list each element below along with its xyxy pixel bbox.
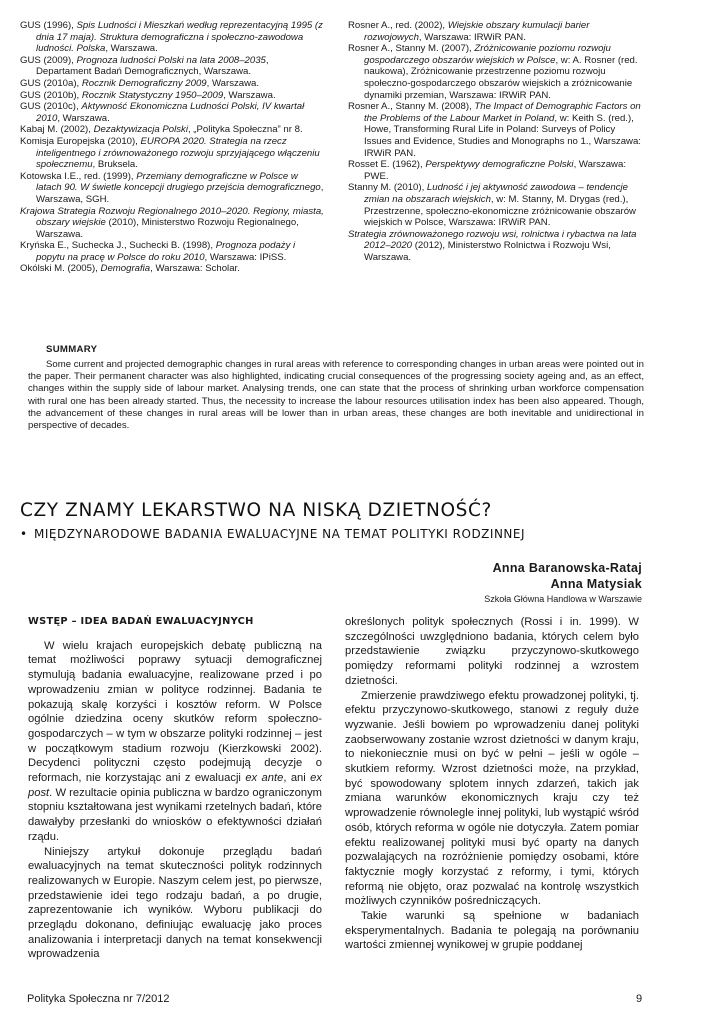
reference-entry — [348, 182, 644, 228]
paragraph-italic-text: ex ante — [245, 772, 284, 785]
reference-text: Rosner A., red. (2002), — [348, 20, 448, 31]
author-affiliation: Szkoła Główna Handlowa w Warszawie — [484, 594, 642, 604]
paragraph-text: , ani — [283, 772, 311, 785]
author-name: Anna Baranowska-Rataj — [492, 561, 642, 575]
paragraph: Takie warunki są spełnione w badaniach eksperymentalnych. Badania te polegają na porównaniu wartości zmiennej wynikowej w grupie poddanej — [345, 910, 639, 952]
reference-entry — [20, 90, 326, 102]
bullet-icon: • — [20, 527, 28, 541]
reference-title: Demografia — [100, 263, 151, 275]
reference-text: Kabaj M. (2002), — [20, 124, 94, 136]
reference-entry — [20, 20, 326, 55]
reference-text: , Warszawa. — [206, 77, 260, 89]
reference-text: , Departament Badań Demograficznych, Warszawa. — [36, 54, 269, 78]
reference-text: Rosset E. (1962), — [348, 159, 426, 171]
paragraph-italic-text: ex post — [28, 772, 322, 799]
reference-text: Stanny M. (2010), — [348, 182, 427, 194]
references-right-column — [348, 20, 644, 263]
reference-entry — [348, 101, 644, 159]
reference-title: Zróżnicowanie poziomu rozwoju gospodarczego obszarów wiejskich w Polsce — [364, 43, 611, 66]
paragraph: Zmierzenie prawdziwego efektu prowadzonej polityki, tj. efektu przyczynowo-skutkowego, stanowi z reguły duże wyzwanie. Jeśli bowiem po wprowadzeniu danej polityki zaobserwowany zostanie wzrost dzietności w danym kraju, to niekoniecznie musi on być w pełni – jeśli w ogóle – skutkiem reformy. Wzrost dzietności może, na przykład, być spowodowany splotem innych zdarzeń, takich jak zmiana warunków ekonomicznych kraju czy też wprowadzenie równolegle innej polityki, lub wystąpić wśród osób, których reforma w ogóle nie dotyczyła. Zatem pomiar efektu realizowanej polityki musi być oparty na danych pozwalających na rozróżnienie pomiędzy osobami, które faktycznie mogły korzystać z reformy, i tymi, których reformą nie objęto, oraz pozwalać na kontrolę wszystkich możliwych czynników pośredniczących. — [345, 689, 639, 908]
reference-text: , w: Keith S. (red.), Howe, Transforming Rural Life in Poland: Surveys of Policy Issues and Evidence, Studies and Monographs no 1., Warszawa: IRWiR PAN. — [364, 112, 641, 159]
article-subtitle: MIĘDZYNARODOWE BADANIA EWALUACYJNE NA TEMAT POLITYKI RODZINNEJ — [34, 527, 526, 541]
reference-text: , Warszawa: IPiSS. — [204, 251, 287, 263]
reference-title: Spis Ludności i Mieszkań według reprezentacyjną 1995 (z dnia 17 maja). Struktura demograficzna i społeczno-zawodowa ludności. Polska — [36, 20, 323, 55]
reference-text: , Warszawa: PWE. — [364, 159, 626, 182]
reference-entry — [348, 20, 644, 43]
references-left-column — [20, 20, 326, 275]
author-name: Anna Matysiak — [550, 577, 642, 591]
reference-title: Aktywność Ekonomiczna Ludności Polski, IV kwartał 2010 — [36, 101, 305, 124]
summary-body: Some current and projected demographic changes in rural areas with reference to corresponding changes in urban areas were pointed out in the paper. Their permanent character was also highlighted, indicating crucial consequences of the progressing society ageing and, as an effect, changes within the supply side of labour market. Analysing trends, one can state that the process of shrinking urban workforce compensation with rural one has been already started. Thus, the necessity to increase the labour resources utilisation index has been also appeared. Though, the advancement of these changes in rural areas will be lower than in urban areas, these changes are both inevitable and unidirectional in perspective of decades. — [28, 359, 644, 432]
reference-entry — [348, 43, 644, 101]
reference-title: Krajowa Strategia Rozwoju Regionalnego 2010–2020. Regiony, miasta, obszary wiejskie — [20, 205, 324, 229]
reference-text: GUS (1996), — [20, 20, 77, 31]
reference-text: Komisja Europejska (2010), — [20, 135, 141, 147]
author-block — [484, 560, 642, 606]
reference-title: Dezaktywizacja Polski — [93, 124, 188, 136]
reference-title: Rocznik Statystyczny 1950–2009 — [81, 89, 224, 101]
reference-text: GUS (2010c), — [20, 101, 82, 113]
reference-title: Prognoza ludności Polski na lata 2008–2035 — [76, 54, 266, 66]
reference-entry — [20, 101, 326, 124]
summary-title: SUMMARY — [46, 344, 98, 355]
reference-text: GUS (2010a), — [20, 77, 82, 89]
reference-title: EUROPA 2020. Strategia na rzecz inteligentnego i zrównoważonego rozwoju sprzyjającego włączeniu społecznemu — [36, 135, 320, 171]
reference-entry — [348, 229, 644, 264]
reference-title: Prognoza podaży i popytu na pracę w Polsce do roku 2010 — [36, 240, 296, 263]
reference-title: The Impact of Demographic Factors on the Problems of the Labour Market in Poland — [364, 101, 641, 124]
summary-section — [28, 344, 644, 432]
footer-page-number: 9 — [636, 993, 643, 1005]
footer-journal: Polityka Społeczna nr 7/2012 — [27, 993, 170, 1005]
reference-text: , „Polityka Społeczna” nr 8. — [187, 124, 303, 136]
reference-text: Okólski M. (2005), — [20, 263, 101, 275]
reference-text: , w: M. Stanny, M. Drygas (red.), Przestrzenne, społeczno-ekonomiczne zróżnicowanie obszarów wiejskich w Polsce, Warszawa: IRWiR PAN. — [364, 193, 636, 229]
reference-entry — [20, 136, 326, 171]
reference-entry — [20, 55, 326, 78]
reference-title: Strategia zrównoważonego rozwoju wsi, rolnictwa i rybactwa na lata 2012–2020 — [348, 228, 637, 252]
reference-text: , w: A. Rosner (red. naukowa), Zróżnicowanie przestrzenne poziomu rozwoju społeczno-gospodarczego obszarów wiejskich a zróżnicowanie dynamiki przemian, Warszawa: IRWiR PAN. — [364, 54, 638, 101]
reference-text: Rosner A., Stanny M. (2007), — [348, 43, 475, 55]
article-left-column — [28, 615, 322, 962]
reference-text: (2010), Ministerstwo Rozwoju Regionalnego, Warszawa. — [36, 217, 299, 240]
reference-text: GUS (2009), — [20, 54, 77, 66]
reference-title: Wiejskie obszary kumulacji barier rozwojowych — [364, 20, 590, 43]
paragraph: określonych polityk społecznych (Rossi i in. 1999). W szczególności uwzględniono badania, których celem było przedstawienie związku przyczynowo-skutkowego pomiędzy reformami polityki rodzinnej a wzrostem dzietności. — [345, 616, 639, 687]
reference-entry — [20, 240, 326, 263]
reference-text: , Warszawa, SGH. — [36, 182, 324, 205]
paragraph: Niniejszy artykuł dokonuje przeglądu badań ewaluacyjnych na temat skuteczności polityk rodzinnych realizowanych w Europie. Naszym celem jest, po pierwsze, przedstawienie idei tego rodzaju badań, a po drugie, zaprezentowanie ich wyników. Wyboru publikacji do przeglądu dokonano, definiując ewaluację jako proces analizowania i interpretacji danych na temat konsekwencji wprowadzenia — [28, 845, 322, 961]
reference-entry — [20, 78, 326, 90]
reference-text: , Warszawa: Scholar. — [150, 263, 240, 275]
paragraph — [28, 639, 322, 845]
reference-title: Perspektywy demograficzne Polski — [425, 159, 574, 171]
reference-text: GUS (2010b), — [20, 89, 82, 101]
section-heading: WSTĘP – IDEA BADAŃ EWALUACYJNYCH — [28, 616, 254, 627]
reference-text: , Warszawa. — [223, 89, 276, 101]
reference-text: , Warszawa. — [57, 112, 110, 124]
reference-entry — [20, 171, 326, 206]
reference-text: , Warszawa. — [105, 43, 158, 55]
article-title: CZY ZNAMY LEKARSTWO NA NISKĄ DZIETNOŚĆ? — [20, 500, 492, 521]
reference-entry — [348, 159, 644, 182]
reference-text: (2012), Ministerstwo Rolnictwa i Rozwoju Wsi, Warszawa. — [364, 240, 611, 263]
reference-entry — [20, 263, 326, 275]
reference-text: Kryńska E., Suchecka J., Suchecki B. (1998), — [20, 240, 216, 252]
reference-entry — [20, 206, 326, 241]
reference-entry — [20, 124, 326, 136]
article-subtitle-line — [20, 527, 640, 541]
reference-text: , Warszawa: IRWiR PAN. — [418, 31, 526, 43]
reference-title: Ludność i jej aktywność zawodowa – tendencje zmian na obszarach wiejskich — [364, 182, 628, 205]
reference-title: Przemiany demograficzne w Polsce w latach 90. W świetle koncepcji drugiego przejścia demograficznego — [36, 170, 321, 194]
reference-title: Rocznik Demograficzny 2009 — [81, 77, 207, 89]
reference-text: , Bruksela. — [92, 159, 138, 171]
reference-text: Rosner A., Stanny M. (2008), — [348, 101, 475, 113]
paragraph-text: . W rezultacie opinia publiczna w bardzo ograniczonym stopniu kształtowana jest wynikami rzetelnych badań, które dawałyby przesłanki do wniosków o efektywności działań rządu. — [28, 786, 322, 843]
article-title-block — [20, 500, 640, 541]
article-right-column — [345, 615, 639, 953]
paragraph-text: W wielu krajach europejskich debatę publiczną na temat możliwości poprawy sytuacji demograficznej stymulują badania ewaluacyjne, realizowane przed i po wprowadzeniu zmian w polityce rodzinnej. Badania te pokazują skalę korzyści i kosztów reform. W Polsce ogólnie dziedzina oceny skutków reform społeczno-gospodarczych – w tym w obszarze polityki rodzinnej – jest w początkowym stadium rozwoju (Kierzkowski 2002). Decydenci polityczni często podejmują decyzje o reformach, nie korzystając ani z ewaluacji — [28, 639, 322, 785]
reference-text: Kotowska I.E., red. (1999), — [20, 170, 137, 182]
